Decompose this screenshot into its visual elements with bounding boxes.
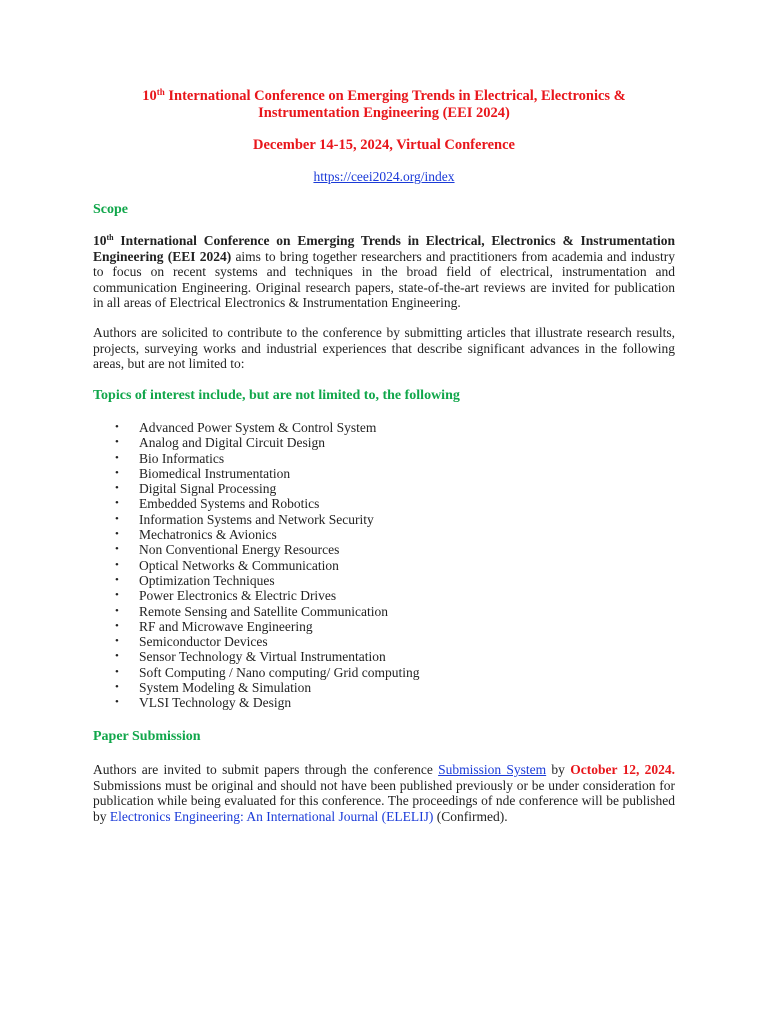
topic-label: System Modeling & Simulation bbox=[139, 680, 312, 696]
submission-paragraph bbox=[93, 762, 675, 824]
topic-list-item bbox=[93, 435, 420, 450]
bullet-icon: • bbox=[115, 635, 119, 648]
bullet-icon: • bbox=[115, 451, 119, 464]
bullet-icon: • bbox=[115, 497, 119, 510]
bullet-icon: • bbox=[115, 696, 119, 709]
topic-label: RF and Microwave Engineering bbox=[139, 618, 313, 634]
bullet-icon: • bbox=[115, 512, 119, 525]
submission-text-d: (Confirmed). bbox=[433, 808, 508, 824]
journal-link[interactable]: Electronics Engineering: An International Journal (ELELIJ) bbox=[109, 808, 434, 824]
bullet-icon: • bbox=[115, 619, 119, 632]
conference-title bbox=[93, 88, 675, 121]
topic-list-item bbox=[93, 573, 420, 588]
topic-label: Semiconductor Devices bbox=[139, 634, 268, 650]
topic-list-item bbox=[93, 680, 420, 695]
bullet-icon: • bbox=[115, 604, 119, 617]
bullet-icon: • bbox=[115, 650, 119, 663]
bullet-icon: • bbox=[115, 466, 119, 479]
topic-label: Optical Networks & Communication bbox=[139, 557, 339, 573]
scope-paragraph-2: Authors are solicited to contribute to the conference by submitting articles that illustrate research results, projects, surveying works and industrial experiences that describe significant advances in the following areas, but are not limited to: bbox=[93, 325, 675, 371]
scope-ordinal: 10 bbox=[93, 233, 107, 248]
scope-ordinal-suffix: th bbox=[106, 233, 114, 242]
submission-heading: Paper Submission bbox=[93, 729, 201, 744]
title-ordinal-suffix: th bbox=[156, 87, 165, 97]
submission-text-c: Submissions must be original and should not have been published previously or be under consideration for publication while being evaluated for this conference. The proceedings of nde conference will be published by bbox=[93, 777, 675, 824]
bullet-icon: • bbox=[115, 543, 119, 556]
topic-list-item bbox=[93, 558, 420, 573]
bullet-icon: • bbox=[115, 558, 119, 571]
topics-list bbox=[93, 420, 420, 711]
submission-text-a: Authors are invited to submit papers through the conference bbox=[93, 762, 439, 777]
bullet-icon: • bbox=[115, 482, 119, 495]
title-line-1: International Conference on Emerging Trends in Electrical, Electronics & bbox=[164, 88, 626, 104]
submission-text-b: by bbox=[546, 762, 571, 777]
topic-label: Embedded Systems and Robotics bbox=[139, 496, 320, 512]
topic-label: VLSI Technology & Design bbox=[139, 695, 292, 711]
topic-label: Analog and Digital Circuit Design bbox=[139, 435, 325, 451]
topic-label: Non Conventional Energy Resources bbox=[139, 542, 340, 558]
topic-list-item bbox=[93, 634, 420, 649]
topic-list-item bbox=[93, 695, 420, 710]
bullet-icon: • bbox=[115, 665, 119, 678]
bullet-icon: • bbox=[115, 681, 119, 694]
scope-paragraph-1-text: aims to bring together researchers and practitioners from academia and industry to focus on recent systems and techniques in the broad field of electrical, instrumentation and communication Engineering. Original research papers, state-of-the-art reviews are invited for publication in all areas of Electrical Electronics & Instrumentation Engineering. bbox=[93, 248, 676, 310]
topic-label: Power Electronics & Electric Drives bbox=[139, 588, 337, 604]
topic-list-item bbox=[93, 649, 420, 664]
topics-heading: Topics of interest include, but are not limited to, the following bbox=[93, 388, 460, 403]
topic-list-item bbox=[93, 496, 420, 511]
bullet-icon: • bbox=[115, 528, 119, 541]
submission-deadline: October 12, 2024. bbox=[570, 762, 675, 777]
conference-url-line bbox=[93, 169, 675, 185]
topic-list-item bbox=[93, 665, 420, 680]
topic-list-item bbox=[93, 512, 420, 527]
topic-list-item bbox=[93, 588, 420, 603]
conference-url-link[interactable]: https://ceei2024.org/index bbox=[313, 169, 455, 184]
topic-list-item bbox=[93, 542, 420, 557]
topic-label: Optimization Techniques bbox=[139, 572, 275, 588]
topic-list-item bbox=[93, 420, 420, 435]
topic-label: Sensor Technology & Virtual Instrumentation bbox=[139, 649, 386, 665]
topic-label: Advanced Power System & Control System bbox=[139, 420, 377, 435]
topic-label: Biomedical Instrumentation bbox=[139, 465, 291, 481]
topic-label: Mechatronics & Avionics bbox=[139, 527, 277, 543]
conference-dateline: December 14-15, 2024, Virtual Conference bbox=[252, 137, 515, 153]
topic-label: Remote Sensing and Satellite Communication bbox=[139, 603, 388, 619]
topic-list-item bbox=[93, 619, 420, 634]
title-line-2: Instrumentation Engineering (EEI 2024) bbox=[258, 104, 510, 121]
scope-heading: Scope bbox=[93, 202, 128, 217]
bullet-icon: • bbox=[115, 589, 119, 602]
topic-label: Soft Computing / Nano computing/ Grid computing bbox=[139, 664, 420, 680]
topic-list-item bbox=[93, 527, 420, 542]
topic-list-item bbox=[93, 604, 420, 619]
topic-list-item bbox=[93, 466, 420, 481]
bullet-icon: • bbox=[115, 421, 119, 433]
topic-label: Bio Informatics bbox=[139, 450, 225, 466]
topic-list-item bbox=[93, 481, 420, 496]
scope-paragraph-1 bbox=[93, 233, 675, 311]
bullet-icon: • bbox=[115, 573, 119, 586]
submission-system-link[interactable]: Submission System bbox=[438, 762, 547, 777]
topic-list-item bbox=[93, 451, 420, 466]
scope-conference-name-rest: International Conference on Emerging Trends in Electrical, Electronics & Instrumentation Engineering (EEI 2024) bbox=[93, 233, 675, 264]
topic-label: Information Systems and Network Security bbox=[139, 511, 374, 527]
bullet-icon: • bbox=[115, 436, 119, 449]
topic-label: Digital Signal Processing bbox=[139, 481, 277, 497]
title-ordinal: 10 bbox=[142, 88, 157, 104]
